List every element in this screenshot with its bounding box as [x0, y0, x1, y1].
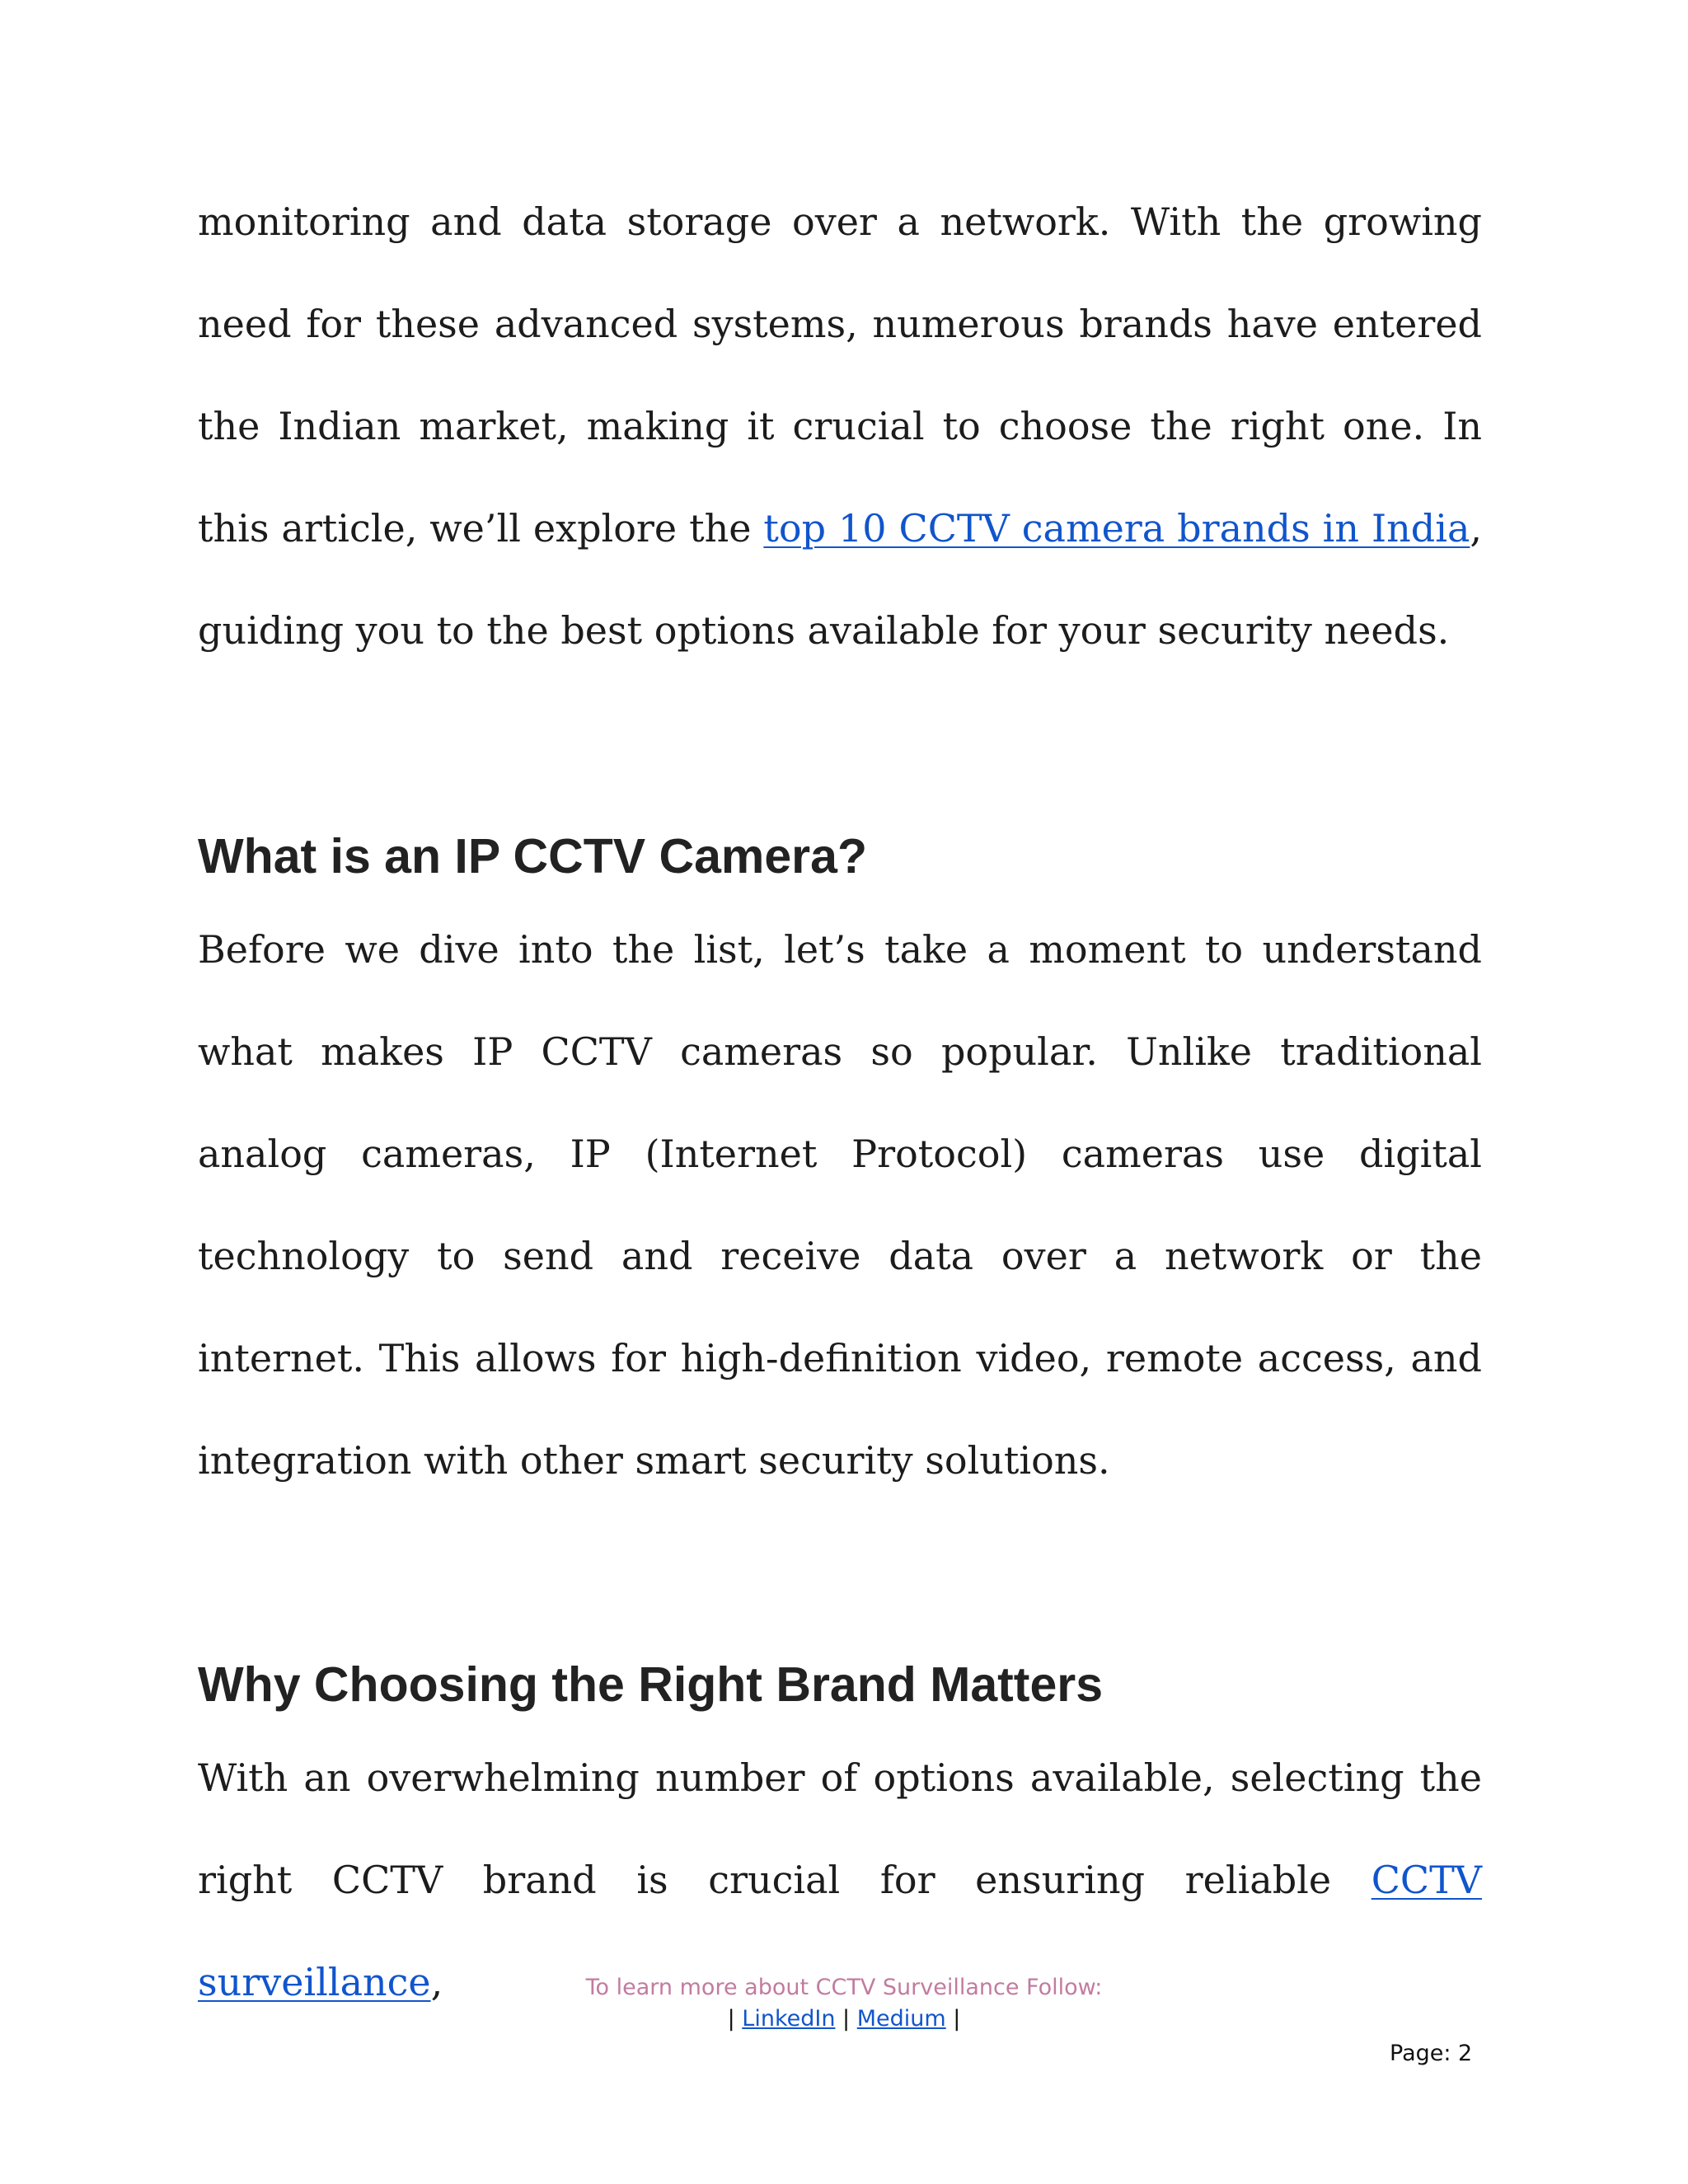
intro-text-before: monitoring and data storage over a network. With the growing need for these advanced systems, numerous brands have entered the Indian market, making it crucial to choose the right one. In this article, we’ll explore the	[198, 199, 1482, 551]
footer-links	[0, 2004, 1688, 2035]
intro-text-after: , guiding you to the best options available for your security needs.	[198, 506, 1482, 653]
top-brands-link[interactable]: top 10 CCTV camera brands in India	[763, 506, 1470, 551]
brand-text-before: With an overwhelming number of options available, selecting the right CCTV brand is crucial for ensuring reliable	[198, 1755, 1482, 1902]
intro-paragraph	[198, 171, 1482, 682]
section-heading-ip-camera: What is an IP CCTV Camera?	[198, 829, 867, 883]
footer-note: To learn more about CCTV Surveillance Follow:	[585, 1975, 1103, 2000]
page-number: Page: 2	[1390, 2041, 1473, 2066]
footer-separator: |	[953, 2006, 961, 2032]
section-heading-brand-matters: Why Choosing the Right Brand Matters	[198, 1657, 1104, 1712]
ip-camera-paragraph: Before we dive into the list, let’s take a moment to understand what makes IP CCTV cameras so popular. Unlike traditional analog cameras, IP (Internet Protocol) cameras use digital technology to send and receive data over a network or the internet. This allows for high-definition video, remote access, and integration with other smart security solutions.	[198, 927, 1482, 1483]
footer-separator: |	[727, 2006, 735, 2032]
page-footer	[0, 1972, 1688, 2035]
footer-separator: |	[842, 2006, 851, 2032]
linkedin-link[interactable]: LinkedIn	[742, 2006, 836, 2032]
brand-text-after: ,	[430, 1960, 443, 2004]
cctv-surveillance-link[interactable]: CCTV surveillance	[198, 1858, 1482, 2004]
medium-link[interactable]: Medium	[856, 2006, 946, 2032]
